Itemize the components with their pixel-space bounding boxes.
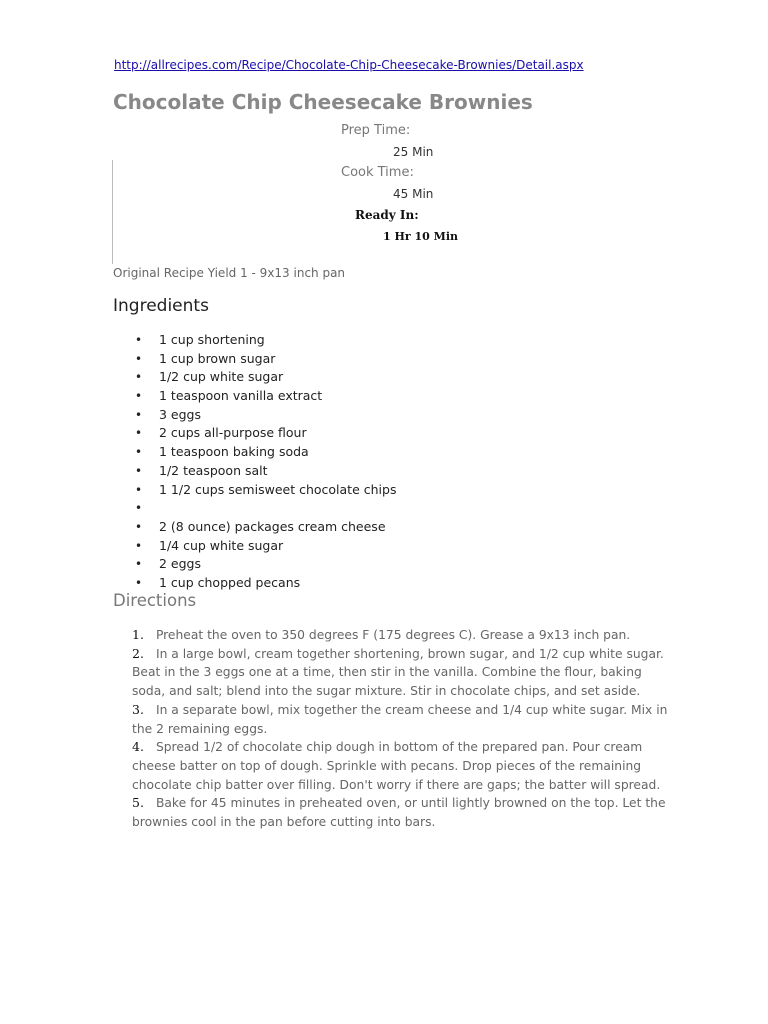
cook-time-label: Cook Time: xyxy=(341,165,414,180)
ready-in-label: Ready In: xyxy=(355,208,419,222)
ingredient-text: 1/2 cup white sugar xyxy=(159,369,284,385)
directions-list xyxy=(132,626,672,832)
ingredient-item xyxy=(135,424,396,443)
bullet-icon: • xyxy=(135,407,143,422)
direction-step xyxy=(132,701,672,738)
bullet-icon: • xyxy=(135,389,143,404)
bullet-icon: • xyxy=(135,482,143,497)
bullet-icon: • xyxy=(135,351,143,366)
ingredient-item xyxy=(135,387,396,406)
ingredients-heading: Ingredients xyxy=(113,296,209,316)
ingredient-text: 3 eggs xyxy=(159,406,201,422)
step-number: 5. xyxy=(132,795,144,811)
step-number: 3. xyxy=(132,701,144,717)
step-number: 4. xyxy=(132,739,144,755)
ingredient-item xyxy=(135,518,396,537)
ready-in-value: 1 Hr 10 Min xyxy=(383,230,458,243)
direction-step xyxy=(132,645,672,701)
source-url-link[interactable]: http://allrecipes.com/Recipe/Chocolate-Chip-Cheesecake-Brownies/Detail.aspx xyxy=(114,58,584,72)
ingredient-item xyxy=(135,462,396,481)
ingredient-text: 2 (8 ounce) packages cream cheese xyxy=(159,518,386,534)
bullet-icon: • xyxy=(135,501,143,516)
recipe-title: Chocolate Chip Cheesecake Brownies xyxy=(113,90,533,114)
bullet-icon: • xyxy=(135,370,143,385)
ingredient-text: 1 1/2 cups semisweet chocolate chips xyxy=(159,481,397,497)
ingredient-item xyxy=(135,331,396,350)
ingredient-item xyxy=(135,406,396,425)
bullet-icon: • xyxy=(135,426,143,441)
bullet-icon: • xyxy=(135,333,143,347)
ingredient-text: 1 cup shortening xyxy=(159,332,265,347)
directions-heading: Directions xyxy=(113,591,197,610)
ingredient-item xyxy=(135,481,396,500)
ingredient-item xyxy=(135,499,396,518)
cook-time-value: 45 Min xyxy=(393,187,434,201)
ingredient-item xyxy=(135,350,396,369)
bullet-icon: • xyxy=(135,445,143,460)
ingredient-text: 1 cup brown sugar xyxy=(159,350,276,366)
step-text: In a separate bowl, mix together the cream cheese and 1/4 cup white sugar. Mix in the 2 remaining eggs. xyxy=(132,702,668,736)
bullet-icon: • xyxy=(135,463,143,478)
ingredient-item xyxy=(135,574,396,593)
bullet-icon: • xyxy=(135,575,143,590)
recipe-yield: Original Recipe Yield 1 - 9x13 inch pan xyxy=(113,266,346,280)
bullet-icon: • xyxy=(135,519,143,534)
step-text: Preheat the oven to 350 degrees F (175 degrees C). Grease a 9x13 inch pan. xyxy=(155,628,631,642)
ingredient-item xyxy=(135,555,396,574)
prep-time-value: 25 Min xyxy=(393,145,434,159)
ingredient-item xyxy=(135,537,396,556)
ingredient-text: 2 eggs xyxy=(159,556,201,572)
direction-step xyxy=(132,738,672,794)
step-number: 2. xyxy=(132,645,144,661)
ingredient-item xyxy=(135,443,396,462)
step-text: Bake for 45 minutes in preheated oven, or until lightly browned on the top. Let the brownies cool in the pan before cutting into bars. xyxy=(132,796,666,830)
step-number: 1. xyxy=(132,627,144,642)
direction-step xyxy=(132,626,672,645)
bullet-icon: • xyxy=(135,538,143,553)
ingredient-text: 2 cups all-purpose flour xyxy=(159,425,307,441)
direction-step xyxy=(132,794,672,831)
ingredient-text: 1 cup chopped pecans xyxy=(159,574,301,590)
step-text: Spread 1/2 of chocolate chip dough in bottom of the prepared pan. Pour cream cheese batter on top of dough. Sprinkle with pecans. Drop pieces of the remaining chocolate chip batter over filling. Don't worry if there are gaps; the batter will spread. xyxy=(132,740,661,792)
bullet-icon: • xyxy=(135,557,143,572)
ingredient-text: 1/2 teaspoon salt xyxy=(159,462,268,478)
ingredient-text: 1/4 cup white sugar xyxy=(159,537,284,553)
prep-time-label: Prep Time: xyxy=(341,123,411,138)
ingredient-item xyxy=(135,368,396,387)
ingredient-text: 1 teaspoon baking soda xyxy=(159,444,309,460)
ingredient-text: 1 teaspoon vanilla extract xyxy=(159,388,323,404)
ingredients-list xyxy=(135,331,396,593)
step-text: In a large bowl, cream together shortening, brown sugar, and 1/2 cup white sugar. Beat in the 3 eggs one at a time, then stir in the vanilla. Combine the flour, baking soda, and salt; blend into the sugar mixture. Stir in chocolate chips, and set aside. xyxy=(132,646,664,699)
times-divider xyxy=(112,160,113,264)
